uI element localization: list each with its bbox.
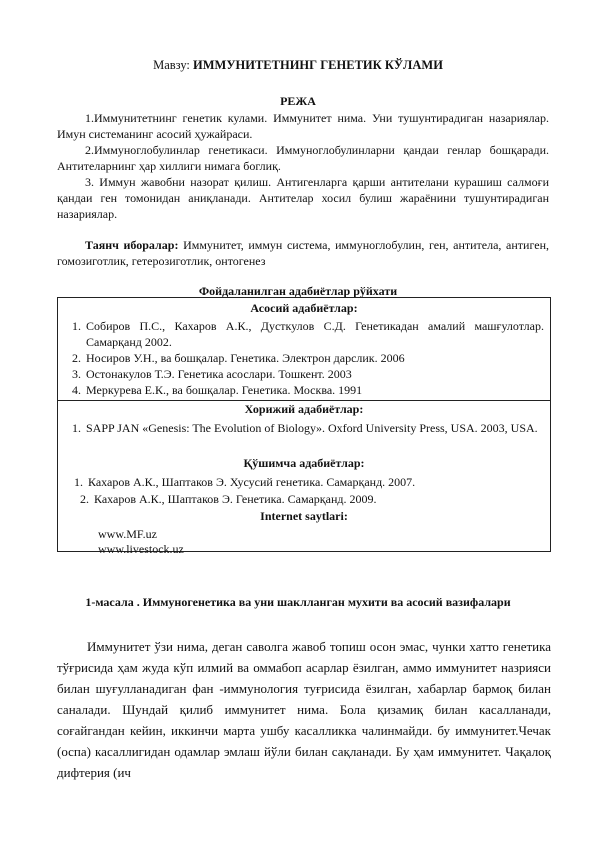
page-title: [0, 58, 596, 73]
site-link-1[interactable]: www.MF.uz: [98, 527, 157, 541]
plan-item-3: 3. Иммун жавобни назорат қилиш. Антигенларга қарши антителани курашиш салмоғи қандаи ген томонидан аниқланади. Антителар хосил булиш жараёнини тушунтирадиган назариялар.: [57, 175, 549, 221]
section-divider: [58, 400, 550, 401]
title-prefix: Мавзу:: [153, 58, 194, 72]
ref-number: 3.: [72, 367, 81, 381]
internet-sites-heading: Internet saytlari:: [260, 509, 348, 523]
ref-number: 1.: [72, 421, 81, 435]
ref-text: Кахаров А.К., Шаптаков Э. Генетика. Самарқанд. 2009.: [94, 492, 377, 506]
extra-ref-2: [80, 491, 544, 507]
ref-text: Меркурева Е.К., ва бошқалар. Генетика. Москва. 1991: [86, 383, 363, 397]
main-ref-3: [72, 366, 544, 382]
keywords-label: Таянч иборалар:: [85, 238, 179, 252]
extra-literature-heading: Қўшимча адабиётлар:: [243, 456, 365, 470]
keywords-text: Иммунитет, иммун система, иммуноглобулин, ген, антитела, антиген, гомозиготлик, гетерозиготлик, онтогенез: [57, 238, 549, 268]
lesson-heading: 1-масала . Иммуногенетика ва уни шаклланган мухити ва асосий вазифалари: [85, 595, 511, 609]
references-heading: Фойдаланилган адабиётлар рўйхати: [198, 284, 398, 298]
lesson-paragraph: Иммунитет ўзи нима, деган саволга жавоб топиш осон эмас, чунки хатто генетика тўғрисида ҳам жуда кўп илмий ва оммабоп асарлар ёзилган, аммо иммунитет назрияси билан шуғулланадиган фан -иммунология туғрисида ёзилган, хабарлар бармоқ билан саналади. Шундай қилиб иммунитет нима. Бола қизамиқ билан касалланади, соғайгандан кейин, иккинчи марта ушбу касалликка чалинмайди. бу иммунитет.Чечак (оспа) касаллигидан одамлар эмлаш йўли билан сақланади. Бу ҳам иммунитет. Чақалоқ дифтерия (ич: [57, 639, 551, 780]
ref-text: SAPP JAN «Genesis: The Evolution of Biology». Oxford University Press, USA. 2003, USA.: [86, 421, 538, 435]
ref-number: 4.: [72, 383, 81, 397]
site-link-2[interactable]: www.livestock.uz: [98, 542, 184, 556]
plan-item-1: 1.Иммунитетнинг генетик кулами. Иммунитет нима. Уни тушунтирадиган назариялар. Имун системанинг асосий ҳужайраси.: [57, 111, 549, 141]
title-text: ИММУНИТЕТНИНГ ГЕНЕТИК КЎЛАМИ: [193, 58, 443, 72]
ref-text: Носиров У.Н., ва бошқалар. Генетика. Электрон дарслик. 2006: [86, 351, 405, 365]
plan-item-2: 2.Иммуноглобулинлар генетикаси. Иммуноглобулинларни қандаи генлар бошқаради. Антителарнинг ҳар хиллиги нимага боглиқ.: [57, 143, 549, 173]
main-ref-4: [72, 382, 544, 398]
extra-ref-1: [74, 474, 544, 490]
keywords-block: [57, 237, 549, 269]
ref-text: Остонакулов Т.Э. Генетика асослари. Тошкент. 2003: [86, 367, 352, 381]
main-ref-1: [72, 318, 544, 350]
references-box: [57, 297, 551, 556]
ref-number: 2.: [80, 492, 89, 506]
plan-list: [57, 110, 549, 222]
main-ref-2: [72, 350, 544, 366]
ref-text: Кахаров А.К., Шаптаков Э. Хусусий генетика. Самарқанд. 2007.: [88, 475, 416, 489]
ref-number: 1.: [74, 475, 83, 489]
foreign-ref-1: [72, 420, 544, 436]
main-literature-heading: Асосий адабиётлар:: [250, 301, 358, 315]
plan-heading: РЕЖА: [280, 94, 316, 108]
ref-number: 2.: [72, 351, 81, 365]
lesson-body: [57, 636, 551, 783]
ref-number: 1.: [72, 319, 81, 333]
foreign-literature-heading: Хорижий адабиётлар:: [244, 402, 364, 416]
ref-text: Собиров П.С., Кахаров А.К., Дусткулов С.Д. Генетикадан амалий машғулотлар. Самарқанд 2002.: [86, 319, 544, 349]
